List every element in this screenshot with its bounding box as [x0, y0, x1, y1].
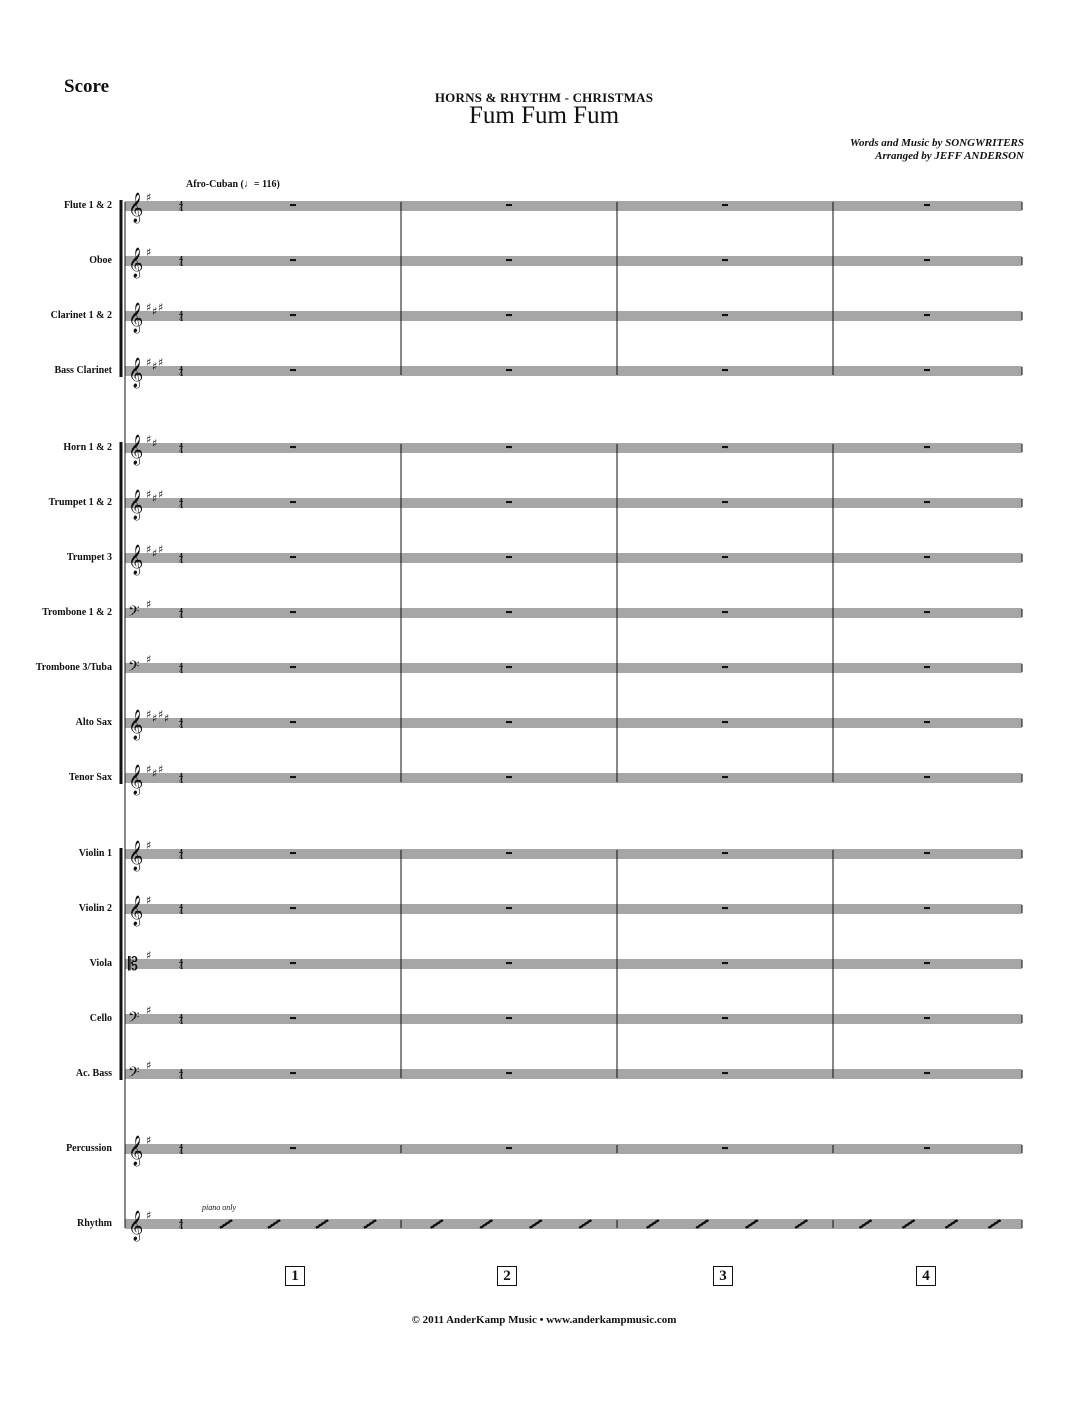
time-signature-bottom: 4 [179, 613, 184, 620]
whole-rest-icon [506, 1147, 512, 1149]
whole-rest-icon [924, 776, 930, 778]
whole-rest-icon [506, 204, 512, 206]
measure-number-3: 3 [713, 1266, 733, 1286]
whole-rest-icon [506, 369, 512, 371]
whole-rest-icon [506, 962, 512, 964]
series-title: HORNS & RHYTHM - CHRISTMAS [434, 90, 654, 105]
time-signature-bottom: 4 [179, 503, 184, 510]
instrument-label: Flute 1 & 2 [63, 200, 112, 211]
whole-rest-icon [722, 776, 728, 778]
whole-rest-icon [924, 259, 930, 261]
alto-clef-icon: 𝄡 [128, 954, 139, 975]
treble-clef-icon: 𝄞 [128, 545, 144, 575]
time-signature-bottom: 4 [179, 1224, 184, 1231]
sharp-icon: ♯ [158, 356, 164, 369]
time-signature-top: 4 [179, 718, 184, 725]
sharp-icon: ♯ [146, 949, 152, 962]
sharp-icon: ♯ [152, 547, 158, 560]
whole-rest-icon [506, 611, 512, 613]
sharp-icon: ♯ [146, 356, 152, 369]
time-signature-top: 4 [179, 1014, 184, 1021]
half-note-icon: (♩ [240, 179, 254, 190]
tempo-value: = 116 [253, 179, 277, 190]
treble-clef-icon: 𝄞 [128, 358, 144, 388]
instrument-label: Trombone 1 & 2 [42, 607, 112, 618]
time-signature-bottom: 4 [179, 1149, 184, 1156]
measure-number-2: 2 [497, 1266, 517, 1286]
piece-title: Fum Fum Fum [468, 102, 620, 129]
time-signature-top: 4 [179, 849, 184, 856]
time-signature-top: 4 [179, 443, 184, 450]
whole-rest-icon [924, 501, 930, 503]
whole-rest-icon [722, 611, 728, 613]
time-signature-bottom: 4 [179, 206, 184, 213]
tempo-text: Afro-Cuban [186, 179, 239, 190]
whole-rest-icon [506, 259, 512, 261]
tempo-marking: Afro-Cuban (♩= 116) [186, 179, 280, 190]
whole-rest-icon [290, 314, 296, 316]
sharp-icon: ♯ [146, 1134, 152, 1147]
sharp-icon: ♯ [146, 246, 152, 259]
treble-clef-icon: 𝄞 [128, 1136, 144, 1166]
whole-rest-icon [924, 1017, 930, 1019]
whole-rest-icon [722, 204, 728, 206]
whole-rest-icon [290, 501, 296, 503]
treble-clef-icon: 𝄞 [128, 303, 144, 333]
whole-rest-icon [290, 962, 296, 964]
instrument-label: Percussion [66, 1143, 112, 1154]
whole-rest-icon [506, 314, 512, 316]
whole-rest-icon [290, 369, 296, 371]
whole-rest-icon [722, 259, 728, 261]
time-signature-bottom: 4 [179, 448, 184, 455]
time-signature-bottom: 4 [179, 964, 184, 971]
whole-rest-icon [290, 446, 296, 448]
treble-clef-icon: 𝄞 [128, 248, 144, 278]
time-signature-top: 4 [179, 1219, 184, 1226]
time-signature-top: 4 [179, 608, 184, 615]
whole-rest-icon [290, 556, 296, 558]
whole-rest-icon [506, 1017, 512, 1019]
arranger-credit: Arranged by JEFF ANDERSON [875, 150, 1024, 162]
time-signature-bottom: 4 [179, 854, 184, 861]
instrument-label: Viola [89, 958, 112, 969]
sharp-icon: ♯ [146, 598, 152, 611]
treble-clef-icon: 𝄞 [128, 710, 144, 740]
sharp-icon: ♯ [164, 712, 170, 725]
whole-rest-icon [506, 776, 512, 778]
score-label: Score [64, 76, 110, 97]
whole-rest-icon [924, 1147, 930, 1149]
time-signature-top: 4 [179, 904, 184, 911]
whole-rest-icon [290, 907, 296, 909]
whole-rest-icon [722, 369, 728, 371]
time-signature-top: 4 [179, 773, 184, 780]
whole-rest-icon [924, 446, 930, 448]
time-signature-bottom: 4 [179, 316, 184, 323]
whole-rest-icon [506, 852, 512, 854]
whole-rest-icon [924, 907, 930, 909]
whole-rest-icon [290, 666, 296, 668]
time-signature-top: 4 [179, 553, 184, 560]
whole-rest-icon [290, 1017, 296, 1019]
time-signature-top: 4 [179, 663, 184, 670]
bass-clef-icon: 𝄢 [128, 658, 140, 679]
sharp-icon: ♯ [152, 437, 158, 450]
whole-rest-icon [722, 962, 728, 964]
time-signature-top: 4 [179, 366, 184, 373]
treble-clef-icon: 𝄞 [128, 490, 144, 520]
time-signature-top: 4 [179, 256, 184, 263]
treble-clef-icon: 𝄞 [128, 1211, 144, 1241]
rhythm-direction: piano only [202, 1203, 236, 1212]
whole-rest-icon [924, 852, 930, 854]
sharp-icon: ♯ [152, 767, 158, 780]
treble-clef-icon: 𝄞 [128, 841, 144, 871]
time-signature-bottom: 4 [179, 778, 184, 785]
copyright-footer: © 2011 AnderKamp Music • www.anderkampmusic.com [411, 1314, 677, 1326]
time-signature-bottom: 4 [179, 1074, 184, 1081]
whole-rest-icon [290, 776, 296, 778]
instrument-label: Violin 1 [78, 848, 112, 859]
whole-rest-icon [924, 369, 930, 371]
sharp-icon: ♯ [158, 708, 164, 721]
time-signature-bottom: 4 [179, 723, 184, 730]
sharp-icon: ♯ [146, 301, 152, 314]
time-signature-bottom: 4 [179, 909, 184, 916]
time-signature-top: 4 [179, 201, 184, 208]
sharp-icon: ♯ [146, 653, 152, 666]
sharp-icon: ♯ [158, 488, 164, 501]
whole-rest-icon [722, 721, 728, 723]
time-signature-top: 4 [179, 959, 184, 966]
words-music-credit: Words and Music by SONGWRITERS [849, 137, 1024, 149]
whole-rest-icon [722, 852, 728, 854]
sharp-icon: ♯ [146, 1059, 152, 1072]
instrument-label: Bass Clarinet [54, 365, 112, 376]
whole-rest-icon [506, 907, 512, 909]
whole-rest-icon [722, 446, 728, 448]
time-signature-top: 4 [179, 498, 184, 505]
instrument-label: Horn 1 & 2 [63, 442, 112, 453]
whole-rest-icon [290, 1147, 296, 1149]
time-signature-top: 4 [179, 1144, 184, 1151]
whole-rest-icon [506, 1072, 512, 1074]
whole-rest-icon [924, 1072, 930, 1074]
measure-number-1: 1 [285, 1266, 305, 1286]
sharp-icon: ♯ [146, 543, 152, 556]
whole-rest-icon [722, 907, 728, 909]
sharp-icon: ♯ [146, 433, 152, 446]
whole-rest-icon [290, 204, 296, 206]
whole-rest-icon [924, 962, 930, 964]
whole-rest-icon [924, 666, 930, 668]
instrument-label: Trombone 3/Tuba [35, 662, 112, 673]
sharp-icon: ♯ [146, 894, 152, 907]
sharp-icon: ♯ [158, 763, 164, 776]
whole-rest-icon [924, 204, 930, 206]
instrument-label: Clarinet 1 & 2 [50, 310, 112, 321]
whole-rest-icon [722, 1017, 728, 1019]
sharp-icon: ♯ [146, 708, 152, 721]
whole-rest-icon [290, 259, 296, 261]
bass-clef-icon: 𝄢 [128, 1009, 140, 1030]
sharp-icon: ♯ [158, 543, 164, 556]
sharp-icon: ♯ [158, 301, 164, 314]
whole-rest-icon [506, 556, 512, 558]
sharp-icon: ♯ [146, 763, 152, 776]
whole-rest-icon [924, 314, 930, 316]
treble-clef-icon: 𝄞 [128, 765, 144, 795]
time-signature-bottom: 4 [179, 261, 184, 268]
whole-rest-icon [722, 1072, 728, 1074]
whole-rest-icon [722, 556, 728, 558]
whole-rest-icon [722, 666, 728, 668]
sharp-icon: ♯ [146, 488, 152, 501]
sharp-icon: ♯ [152, 712, 158, 725]
whole-rest-icon [290, 852, 296, 854]
instrument-label: Oboe [89, 255, 112, 266]
whole-rest-icon [506, 446, 512, 448]
whole-rest-icon [722, 501, 728, 503]
time-signature-bottom: 4 [179, 558, 184, 565]
bass-clef-icon: 𝄢 [128, 603, 140, 624]
whole-rest-icon [290, 1072, 296, 1074]
time-signature-top: 4 [179, 1069, 184, 1076]
whole-rest-icon [506, 501, 512, 503]
sharp-icon: ♯ [146, 191, 152, 204]
whole-rest-icon [506, 721, 512, 723]
instrument-label: Tenor Sax [68, 772, 112, 783]
instrument-label: Ac. Bass [75, 1068, 112, 1079]
whole-rest-icon [924, 611, 930, 613]
whole-rest-icon [722, 314, 728, 316]
sharp-icon: ♯ [146, 1209, 152, 1222]
sharp-icon: ♯ [146, 839, 152, 852]
whole-rest-icon [290, 721, 296, 723]
whole-rest-icon [722, 1147, 728, 1149]
bass-clef-icon: 𝄢 [128, 1064, 140, 1085]
whole-rest-icon [924, 721, 930, 723]
time-signature-bottom: 4 [179, 668, 184, 675]
instrument-label: Alto Sax [75, 717, 112, 728]
treble-clef-icon: 𝄞 [128, 435, 144, 465]
sharp-icon: ♯ [146, 1004, 152, 1017]
instrument-label: Rhythm [76, 1218, 112, 1229]
sharp-icon: ♯ [152, 360, 158, 373]
treble-clef-icon: 𝄞 [128, 896, 144, 926]
time-signature-bottom: 4 [179, 371, 184, 378]
instrument-label: Trumpet 3 [66, 552, 112, 563]
sharp-icon: ♯ [152, 492, 158, 505]
treble-clef-icon: 𝄞 [128, 193, 144, 223]
time-signature-bottom: 4 [179, 1019, 184, 1026]
time-signature-top: 4 [179, 311, 184, 318]
whole-rest-icon [924, 556, 930, 558]
measure-number-4: 4 [916, 1266, 936, 1286]
sharp-icon: ♯ [152, 305, 158, 318]
instrument-label: Violin 2 [78, 903, 112, 914]
whole-rest-icon [506, 666, 512, 668]
instrument-label: Trumpet 1 & 2 [48, 497, 112, 508]
whole-rest-icon [290, 611, 296, 613]
instrument-label: Cello [89, 1013, 112, 1024]
